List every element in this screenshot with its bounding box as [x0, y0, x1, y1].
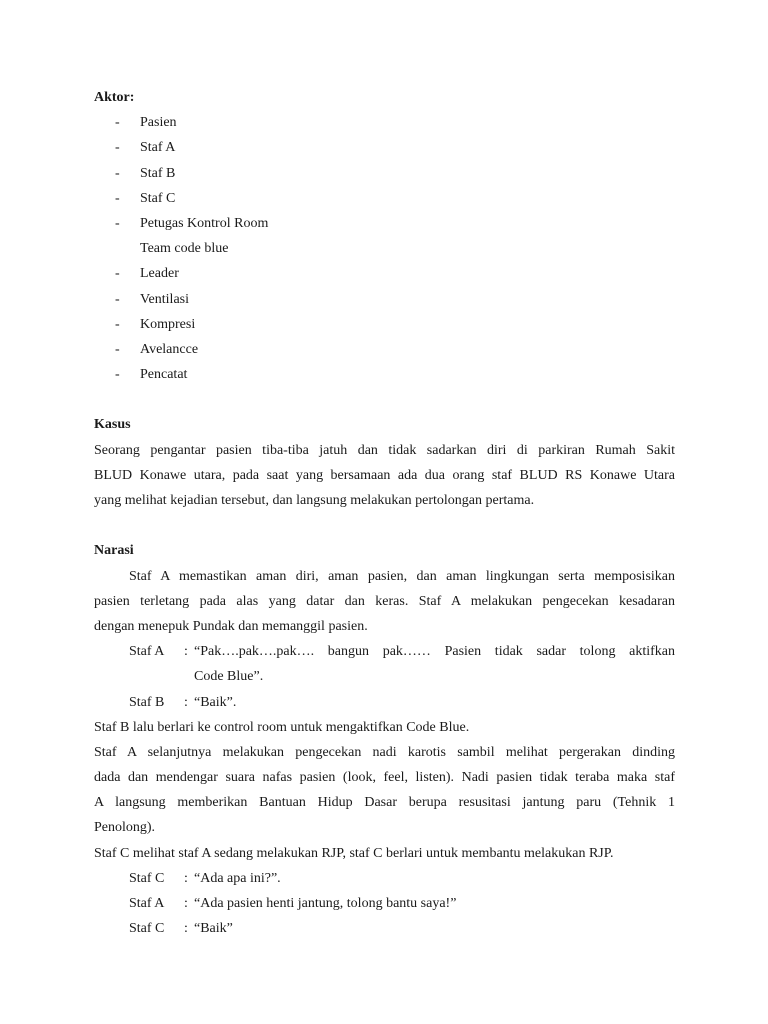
aktor-list-item	[94, 161, 675, 186]
document-content	[94, 85, 675, 941]
list-dash: -	[115, 165, 120, 181]
aktor-list-item	[94, 211, 675, 236]
dialog-colon: :	[184, 870, 188, 886]
narasi-paragraph-line: Staf A memastikan aman diri, aman pasien, dan aman lingkungan serta memposisikan	[129, 568, 675, 584]
list-dash: -	[115, 367, 120, 383]
narasi-paragraph-line: Staf B lalu berlari ke control room untuk mengaktifkan Code Blue.	[94, 719, 470, 735]
dialog-line	[94, 891, 675, 916]
kasus-text-line: Seorang pengantar pasien tiba-tiba jatuh dan tidak sadarkan diri di parkiran Rumah Sakit	[94, 442, 675, 458]
list-dash: -	[115, 291, 120, 307]
narasi-heading: Narasi	[94, 543, 134, 559]
kasus-text-line: BLUD Konawe utara, pada saat yang bersamaan ada dua orang staf BLUD RS Konawe Utara	[94, 467, 675, 483]
aktor-item-label: Staf C	[140, 190, 176, 206]
team-item-label: Ventilasi	[140, 291, 189, 307]
narasi-paragraph-line: A langsung memberikan Bantuan Hidup Dasar berupa resusitasi jantung paru (Tehnik 1	[94, 795, 675, 811]
aktor-list-item	[94, 110, 675, 135]
aktor-item-label: Petugas Kontrol Room	[140, 215, 269, 231]
narasi-paragraph-line: pasien terletang pada alas yang datar dan keras. Staf A melakukan pengecekan kesadaran	[94, 593, 675, 609]
dialog-speaker: Staf B	[129, 694, 165, 710]
list-dash: -	[115, 215, 120, 231]
team-item-label: Kompresi	[140, 316, 196, 332]
dialog-text: “Ada apa ini?”.	[194, 870, 281, 886]
narasi-paragraph-line: dengan menepuk Pundak dan memanggil pasien.	[94, 618, 368, 634]
dialog-colon: :	[184, 921, 188, 937]
dialog-text: “Ada pasien henti jantung, tolong bantu saya!”	[194, 896, 457, 911]
aktor-item-label: Pasien	[140, 115, 177, 131]
dialog-line	[94, 866, 675, 891]
kasus-heading: Kasus	[94, 417, 131, 433]
dialog-colon: :	[184, 694, 188, 710]
team-list-item	[94, 362, 675, 387]
dialog-text: “Baik”	[194, 921, 233, 937]
aktor-item-label: Staf A	[140, 140, 176, 156]
list-dash: -	[115, 140, 120, 156]
aktor-list-item	[94, 186, 675, 211]
team-code-blue-label: Team code blue	[140, 241, 229, 257]
dialog-line	[94, 639, 675, 664]
dialog-speaker: Staf A	[129, 644, 165, 660]
team-item-label: Pencatat	[140, 367, 188, 383]
narasi-paragraph-line: Staf A selanjutnya melakukan pengecekan nadi karotis sambil melihat pergerakan dinding	[94, 744, 675, 760]
team-item-label: Leader	[140, 266, 179, 282]
narasi-paragraph-line: Staf C melihat staf A sedang melakukan RJP, staf C berlari untuk membantu melakukan RJP.	[94, 845, 614, 861]
aktor-list-item	[94, 135, 675, 160]
list-dash: -	[115, 115, 120, 131]
dialog-speaker: Staf C	[129, 870, 165, 886]
list-dash: -	[115, 190, 120, 206]
kasus-text-line: yang melihat kejadian tersebut, dan langsung melakukan pertolongan pertama.	[94, 493, 535, 508]
narasi-paragraph-line: Penolong).	[94, 820, 156, 836]
dialog-continuation: Code Blue”.	[194, 669, 264, 685]
dialog-line	[94, 916, 675, 941]
team-item-label: Avelancce	[140, 341, 199, 357]
team-list-item	[94, 261, 675, 286]
list-dash: -	[115, 316, 120, 332]
aktor-item-label: Staf B	[140, 165, 176, 181]
dialog-colon: :	[184, 896, 188, 911]
narasi-paragraph-line: dada dan mendengar suara nafas pasien (look, feel, listen). Nadi pasien tidak teraba maka staf	[94, 770, 675, 786]
team-list-item	[94, 312, 675, 337]
dialog-text: “Pak….pak….pak…. bangun pak…… Pasien tidak sadar tolong aktifkan	[194, 644, 675, 660]
list-dash: -	[115, 266, 120, 282]
dialog-line	[94, 690, 675, 715]
dialog-text: “Baik”.	[194, 694, 237, 710]
team-list-item	[94, 337, 675, 362]
dialog-speaker: Staf C	[129, 921, 165, 937]
dialog-colon: :	[184, 644, 188, 660]
section-spacer	[94, 387, 675, 412]
list-dash: -	[115, 341, 120, 357]
aktor-heading: Aktor:	[94, 90, 135, 105]
team-list-item	[94, 287, 675, 312]
section-spacer	[94, 513, 675, 538]
dialog-speaker: Staf A	[129, 896, 165, 911]
